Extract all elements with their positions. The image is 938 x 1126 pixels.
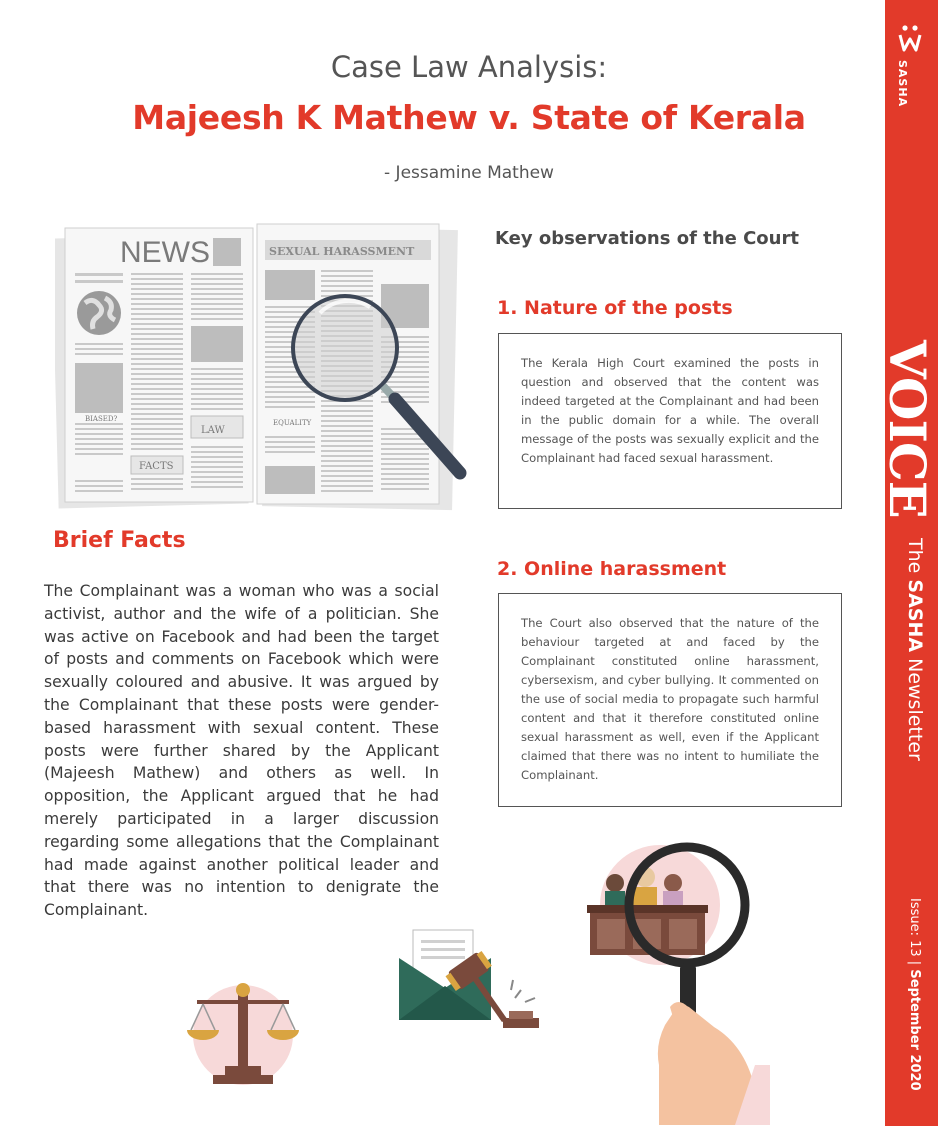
sasha-logo-icon [885,18,938,108]
brief-facts-heading: Brief Facts [53,528,186,553]
voice-masthead: VOICE [878,340,937,518]
newsletter-suffix: Newsletter [904,652,926,761]
newspaper-illustration [55,218,475,518]
newsletter-brand: SASHA [904,579,926,653]
observation-1-box [498,333,842,509]
observation-2-body: The Court also observed that the nature of the behaviour targeted at and faced by the Complainant constituted online harassment, cybersexism, and cyber bullying. It commented on the use of social media to propagate such harmful content and that it therefore constituted online sexual harassment as well, even if the Applicant claimed that there was no intent to humiliate the Complainant. [521,616,819,782]
courtroom-magnifier-icon [585,825,770,1125]
law-label: LAW [201,425,225,436]
brand-name: SASHA [896,60,909,108]
brief-facts-body: The Complainant was a woman who was a social activist, author and the wife of a politician. She was active on Facebook and had been the target of posts and comments on Facebook which were sexually coloured and abusive. It was argued by the Complainant that these posts were gender-based harassment with sexual content. These posts were further shared by the Applicant (Majeesh Mathew) and others as well. In opposition, the Applicant argued that he had merely participated in a larger discussion regarding some allegations that the Complainant had made against another political leader and that there was no intention to denigrate the Complainant. [44,582,439,920]
equality-label: EQUALITY [273,419,312,427]
news-headline: NEWS [120,236,210,269]
key-observations-heading: Key observations of the Court [495,228,799,249]
page-title-line1: Case Law Analysis: [330,50,608,84]
issue-number: Issue: 13 | [907,898,922,970]
gavel-envelope-icon [395,920,545,1040]
newsletter-sidebar [878,0,938,1126]
biased-label: BIASED? [85,415,118,423]
issue-date: September 2020 [907,969,922,1091]
page-title-case-name: Majeesh K Mathew v. State of Kerala [132,98,806,137]
observation-1-title: 1. Nature of the posts [497,297,733,319]
author-byline: - Jessamine Mathew [384,163,554,183]
observation-2-title: 2. Online harassment [497,558,727,580]
issue-info [907,898,922,1091]
facts-label: FACTS [139,461,174,472]
newsletter-title [904,538,926,761]
observation-1-body: The Kerala High Court examined the posts in question and observed that the content was indeed targeted at the Complainant and had been in the public domain for a while. The overall message of the posts was sexually explicit and the Complainant had faced sexual harassment. [521,356,819,465]
newsletter-prefix: The [904,538,926,580]
sexual-harassment-headline: SEXUAL HARASSMENT [269,245,415,258]
scales-of-justice-icon [185,970,305,1090]
observation-2-box [498,593,842,807]
